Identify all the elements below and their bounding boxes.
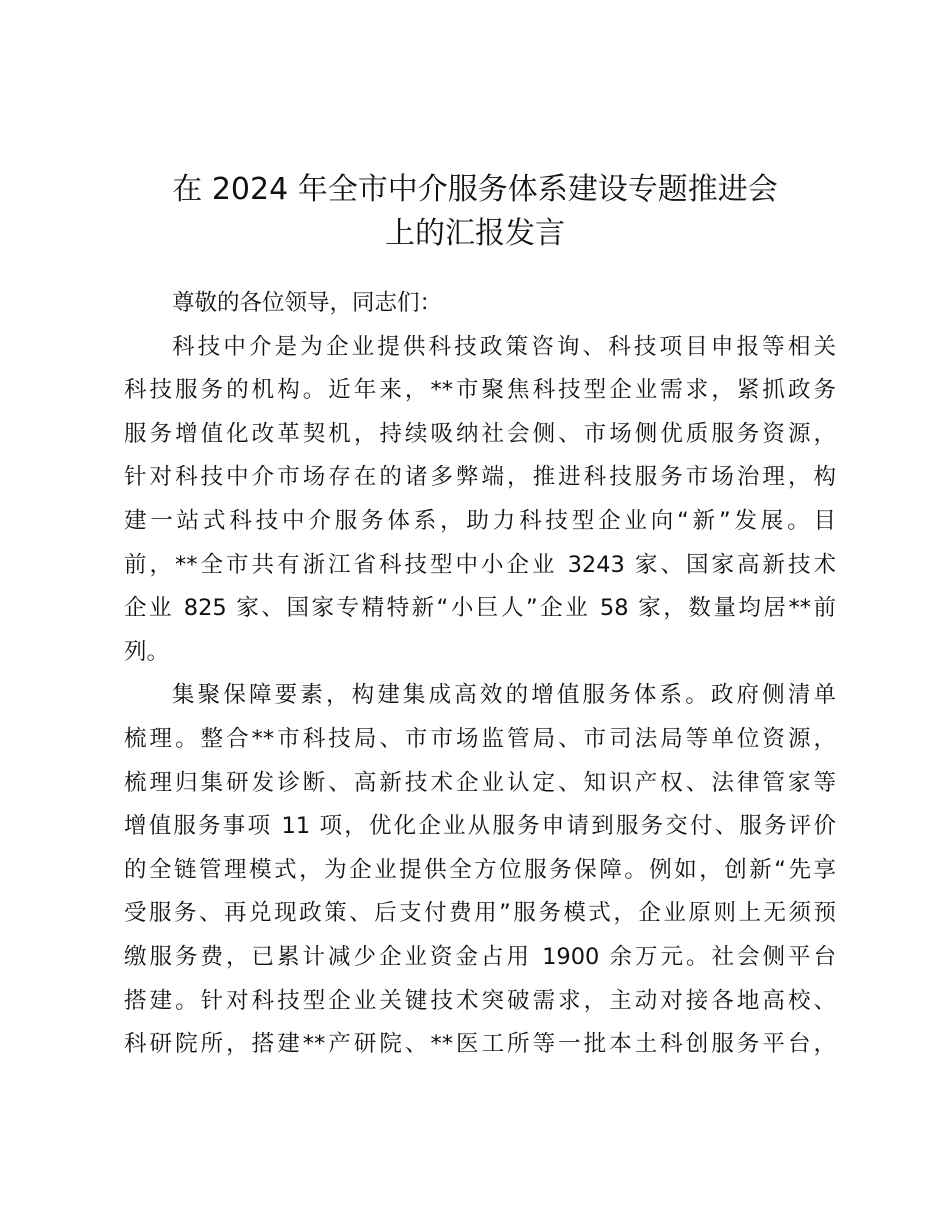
paragraph-line: 受服务、再兑现政策、后支付费用”服务模式，企业原则上无须预 (124, 900, 836, 927)
salutation (124, 282, 836, 326)
title-line-2: 上的汇报发言 (385, 216, 565, 251)
paragraph-line: 梳理。整合**市科技局、市市场监管局、市司法局等单位资源， (124, 725, 836, 752)
paragraph-1 (124, 326, 836, 675)
paragraph-line: 集聚保障要素，构建集成高效的增值服务体系。政府侧清单 (172, 682, 836, 709)
paragraph-line: 针对科技中介市场存在的诸多弊端，推进科技服务市场治理，构 (124, 464, 836, 491)
paragraph-line: 建一站式科技中介服务体系，助力科技型企业向“新”发展。目 (124, 507, 836, 534)
salutation-text: 尊敬的各位领导，同志们： (172, 290, 443, 316)
paragraph-line: 梳理归集研发诊断、高新技术企业认定、知识产权、法律管家等 (124, 769, 836, 796)
title-line-1: 在 2024 年全市中介服务体系建设专题推进会 (172, 172, 778, 207)
paragraph-line: 企业 825 家、国家专精特新“小巨人”企业 58 家，数量均居**前 (124, 595, 836, 622)
paragraph-line: 缴服务费，已累计减少企业资金占用 1900 余万元。社会侧平台 (124, 943, 836, 970)
paragraph-line: 增值服务事项 11 项，优化企业从服务申请到服务交付、服务评价 (124, 813, 836, 840)
paragraph-line: 前，**全市共有浙江省科技型中小企业 3243 家、国家高新技术 (124, 551, 836, 578)
paragraph-line: 科研院所，搭建**产研院、**医工所等一批本土科创服务平台， (124, 1031, 836, 1058)
paragraph-line: 服务增值化改革契机，持续吸纳社会侧、市场侧优质服务资源， (124, 420, 836, 447)
paragraph-line: 科技服务的机构。近年来，**市聚焦科技型企业需求，紧抓政务 (124, 377, 836, 404)
paragraph-line: 的全链管理模式，为企业提供全方位服务保障。例如，创新“先享 (124, 856, 836, 883)
paragraph-line: 科技中介是为企业提供科技政策咨询、科技项目申报等相关 (172, 333, 836, 360)
paragraph-line: 列。 (124, 638, 170, 665)
paragraph-2 (124, 674, 836, 1066)
document-body (124, 282, 836, 1067)
paragraph-line: 搭建。针对科技型企业关键技术突破需求，主动对接各地高校、 (124, 987, 836, 1014)
document-title (120, 168, 830, 256)
